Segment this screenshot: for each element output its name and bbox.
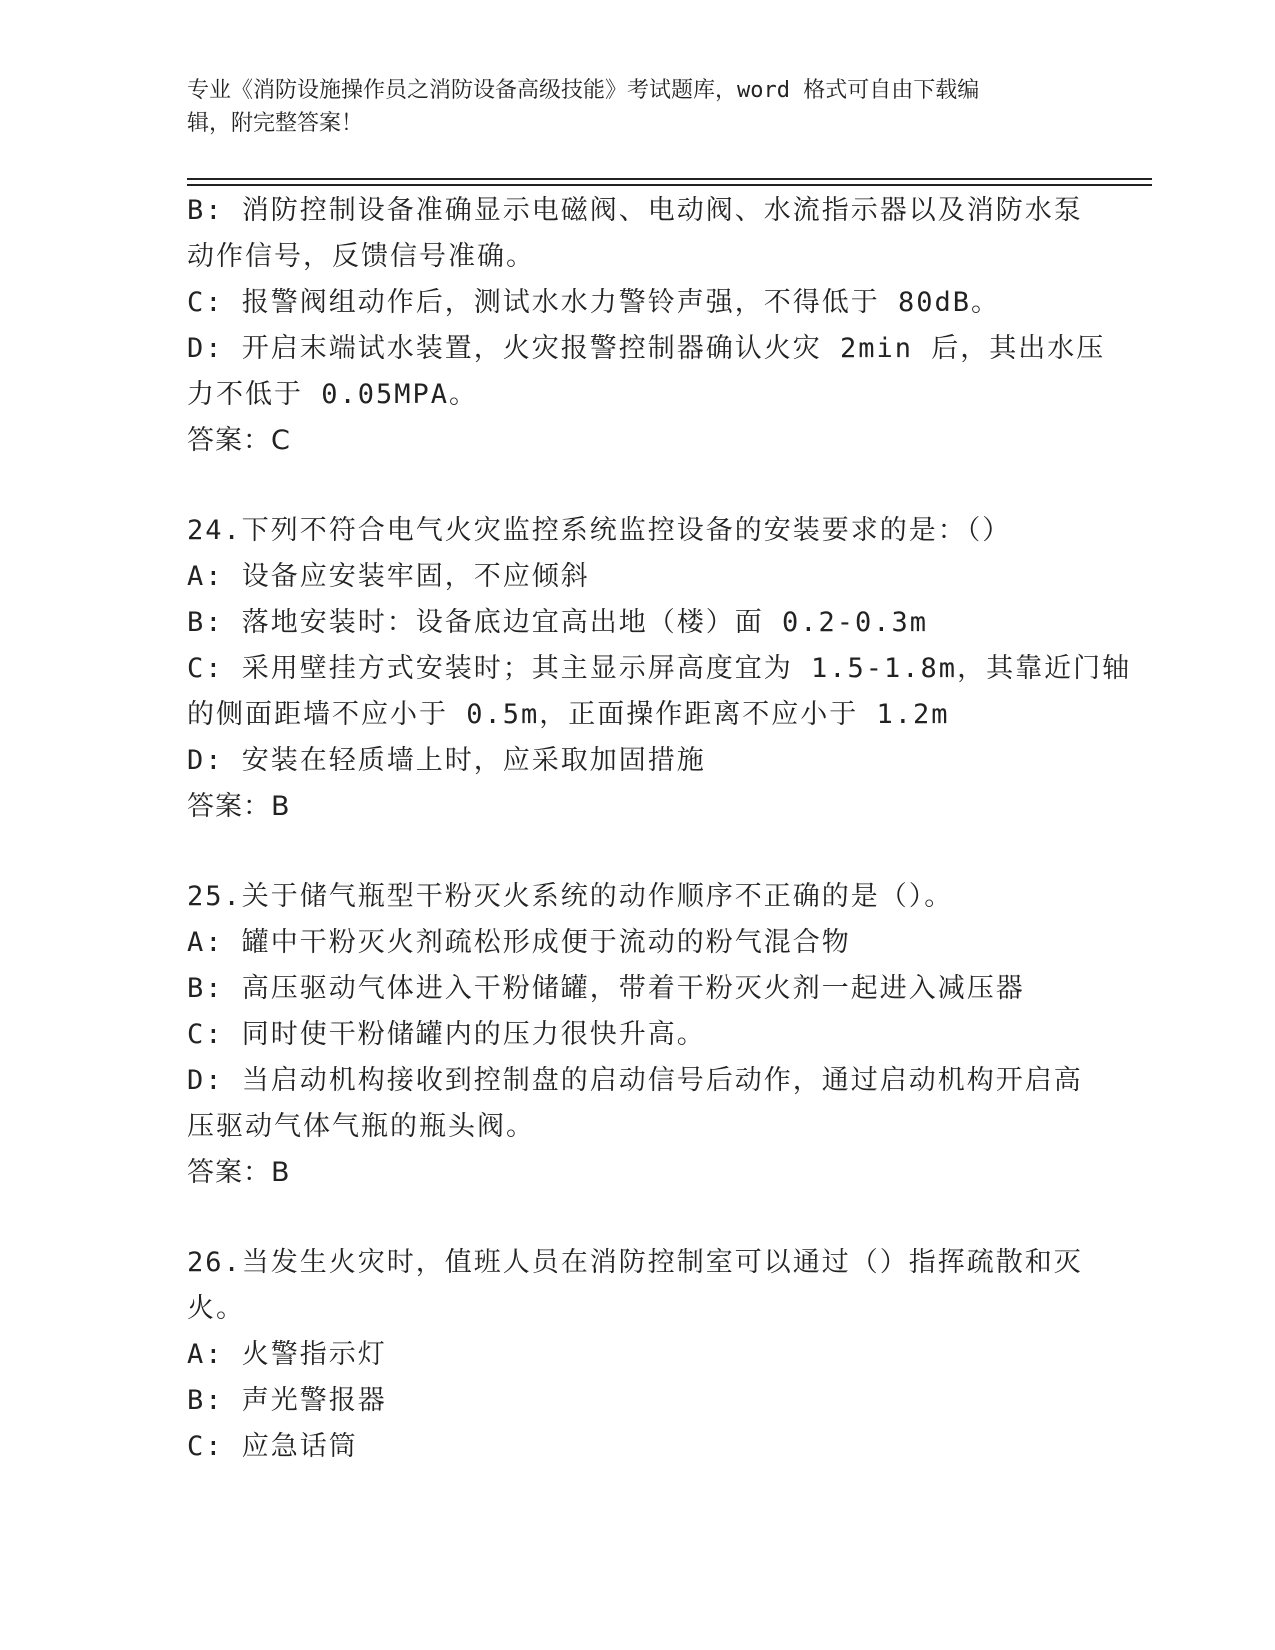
- option-a: A: 设备应安装牢固，不应倾斜: [187, 561, 590, 592]
- option-d-line-1: D: 当启动机构接收到控制盘的启动信号后动作，通过启动机构开启高: [187, 1065, 1083, 1096]
- spacer: [187, 464, 1087, 508]
- question-stem-line-1: 26.当发生火灾时，值班人员在消防控制室可以通过（）指挥疏散和灭: [187, 1247, 1083, 1278]
- option-c: C: 应急话筒: [187, 1431, 358, 1462]
- question-content: [187, 188, 1132, 1470]
- option-c-line-1: C: 采用壁挂方式安装时；其主显示屏高度宜为 1.5-1.8m，其靠近门轴: [187, 653, 1132, 684]
- question-25: [187, 874, 1087, 1196]
- answer: 答案：B: [187, 1157, 291, 1188]
- option-b: B: 落地安装时：设备底边宜高出地（楼）面 0.2-0.3m: [187, 607, 929, 638]
- question-stem: 25.关于储气瓶型干粉灭火系统的动作顺序不正确的是（）。: [187, 881, 954, 912]
- spacer: [187, 1196, 1087, 1240]
- question-stem: 24.下列不符合电气火灾监控系统监控设备的安装要求的是：（）: [187, 515, 1012, 546]
- option-d-line-1: D: 开启末端试水装置，火灾报警控制器确认火灾 2min 后，其出水压: [187, 333, 1106, 364]
- question-stem-line-2: 火。: [187, 1293, 245, 1324]
- answer: 答案：C: [187, 425, 291, 456]
- header-rule-bottom: [187, 184, 1152, 186]
- question-24: [187, 508, 1132, 830]
- header-note-line-1: 专业《消防设施操作员之消防设备高级技能》考试题库，word 格式可自由下载编: [187, 78, 980, 103]
- header-note-line-2: 辑，附完整答案！: [187, 111, 364, 136]
- option-b: B: 声光警报器: [187, 1385, 387, 1416]
- option-d-line-2: 压驱动气体气瓶的瓶头阀。: [187, 1111, 535, 1142]
- option-b-line-1: B: 消防控制设备准确显示电磁阀、电动阀、水流指示器以及消防水泵: [187, 195, 1083, 226]
- option-c: C: 报警阀组动作后，测试水水力警铃声强，不得低于 80dB。: [187, 287, 1001, 318]
- option-c-line-2: 的侧面距墙不应小于 0.5m，正面操作距离不应小于 1.2m: [187, 699, 950, 730]
- header-rule-top: [187, 178, 1152, 180]
- spacer: [187, 830, 1087, 874]
- answer: 答案：B: [187, 791, 291, 822]
- option-b-line-2: 动作信号，反馈信号准确。: [187, 241, 535, 272]
- question-26: [187, 1240, 1087, 1470]
- option-d: D: 安装在轻质墙上时，应采取加固措施: [187, 745, 706, 776]
- option-b: B: 高压驱动气体进入干粉储罐，带着干粉灭火剂一起进入减压器: [187, 973, 1025, 1004]
- option-a: A: 罐中干粉灭火剂疏松形成便于流动的粉气混合物: [187, 927, 851, 958]
- option-c: C: 同时使干粉储罐内的压力很快升高。: [187, 1019, 706, 1050]
- option-d-line-2: 力不低于 0.05MPA。: [187, 379, 479, 410]
- header-note: [187, 74, 1067, 140]
- question-23-tail: [187, 188, 1106, 464]
- option-a: A: 火警指示灯: [187, 1339, 387, 1370]
